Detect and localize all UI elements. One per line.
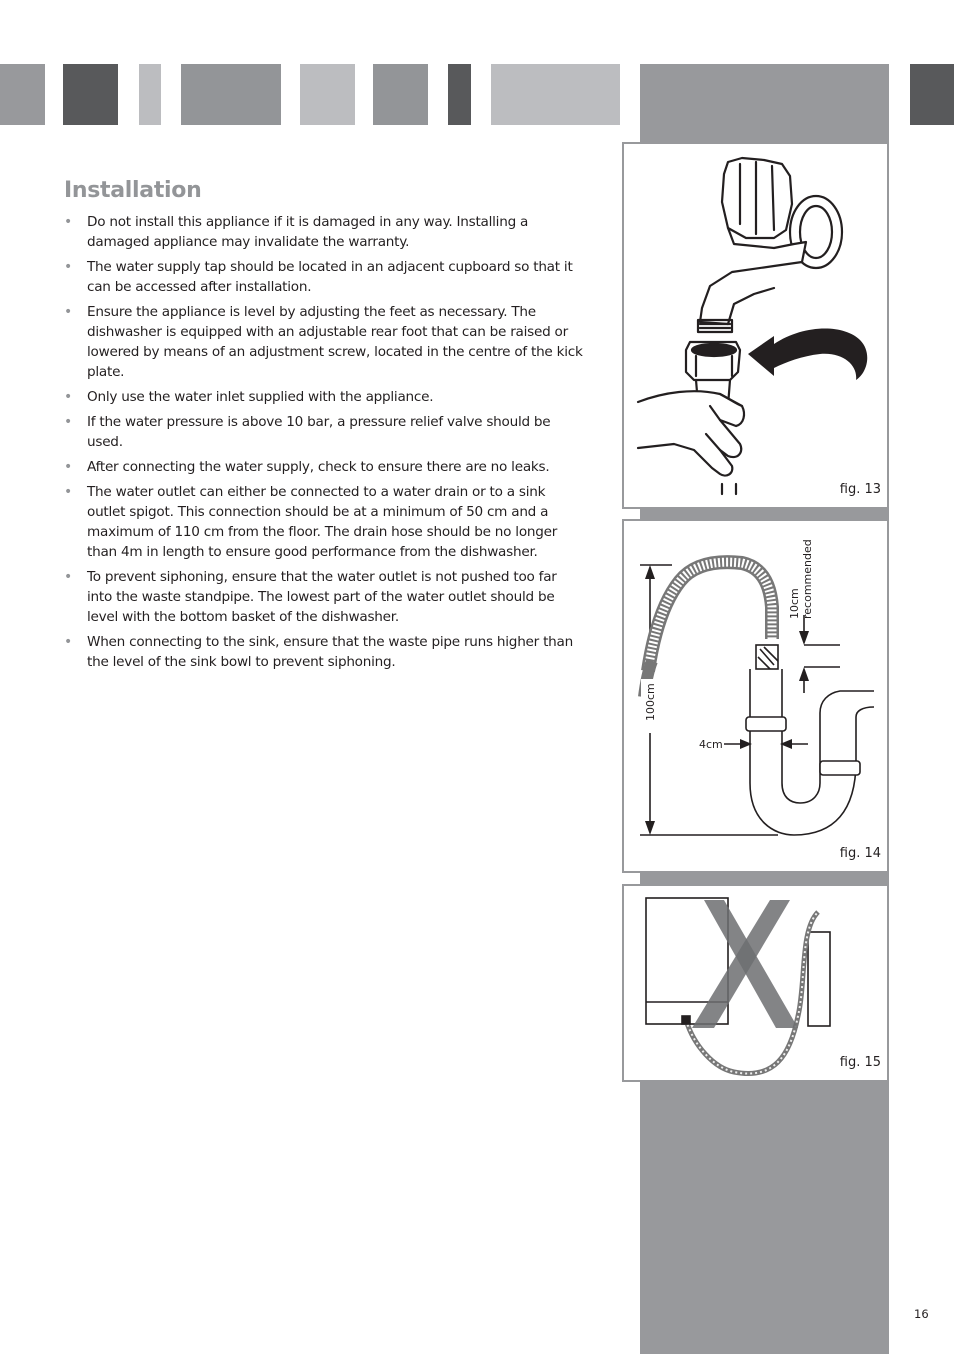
header-block-7 xyxy=(448,64,471,125)
list-item: • Only use the water inlet supplied with the appliance. xyxy=(64,387,584,407)
header-block-3 xyxy=(139,64,161,125)
diameter-label: 4cm xyxy=(699,738,723,751)
figure-14-label: fig. 14 xyxy=(839,846,881,861)
figure-14-panel xyxy=(622,519,889,873)
tap-connection-illustration xyxy=(624,144,887,507)
list-item: • Do not install this appliance if it is damaged in any way. Installing a damaged appliance may invalidate the warranty. xyxy=(64,212,584,252)
list-item: • When connecting to the sink, ensure that the waste pipe runs higher than the level of the sink bowl to prevent siphoning. xyxy=(64,632,584,672)
list-item: • If the water pressure is above 10 bar, a pressure relief valve should be used. xyxy=(64,412,584,452)
list-item: • To prevent siphoning, ensure that the water outlet is not pushed too far into the waste standpipe. The lowest part of the water outlet should be level with the bottom basket of the dishwasher. xyxy=(64,567,584,627)
clearance-note-label: recommended xyxy=(801,539,814,619)
height-dimension-label: 100cm xyxy=(644,683,657,721)
drain-hose-height-diagram xyxy=(624,521,887,871)
list-item: • The water supply tap should be located in an adjacent cupboard so that it can be accessed after installation. xyxy=(64,257,584,297)
page-number: 16 xyxy=(914,1307,929,1321)
header-block-6 xyxy=(373,64,428,125)
header-block-1 xyxy=(0,64,45,125)
figure-15-label: fig. 15 xyxy=(839,1055,881,1070)
figure-15-panel xyxy=(622,884,889,1082)
list-item: • The water outlet can either be connected to a water drain or to a sink outlet spigot. This connection should be at a minimum of 50 cm and a maximum of 110 cm from the floor. The drain hose should be no longer than 4m in length to ensure good performance from the dishwasher. xyxy=(64,482,584,562)
list-item: • Ensure the appliance is level by adjusting the feet as necessary. The dishwasher is equipped with an adjustable rear foot that can be raised or lowered by means of an adjustment screw, located in the centre of the kick plate. xyxy=(64,302,584,382)
installation-list xyxy=(64,212,584,677)
page-title: Installation xyxy=(64,178,202,203)
clearance-value-label: 10cm xyxy=(788,588,801,619)
header-block-2 xyxy=(63,64,118,125)
header-block-9 xyxy=(910,64,954,125)
header-block-5 xyxy=(300,64,355,125)
list-item: • After connecting the water supply, check to ensure there are no leaks. xyxy=(64,457,584,477)
header-block-8 xyxy=(491,64,620,125)
figure-13-label: fig. 13 xyxy=(839,482,881,497)
figure-13-panel xyxy=(622,142,889,509)
incorrect-drain-routing-illustration xyxy=(624,886,887,1080)
header-block-4 xyxy=(181,64,281,125)
